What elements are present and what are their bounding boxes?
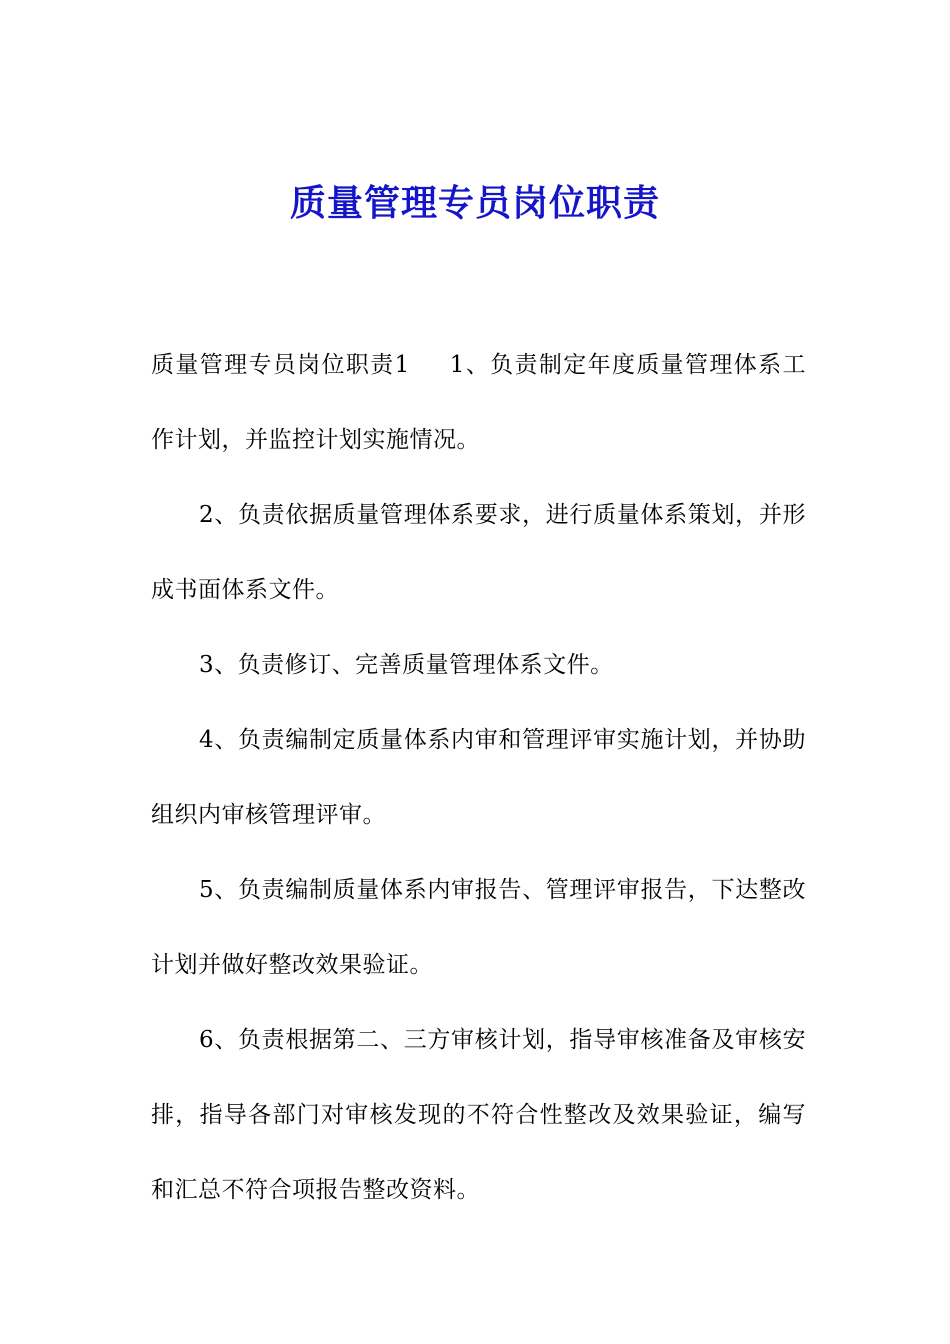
paragraph-1 [151,328,806,478]
document-title: 质量管理专员岗位职责 [289,182,660,224]
paragraph-6: 6、负责根据第二、三方审核计划，指导审核准备及审核安排，指导各部门对审核发现的不符合性整改及效果验证，编写和汇总不符合项报告整改资料。 [151,1027,806,1203]
paragraph-2: 2、负责依据质量管理体系要求，进行质量体系策划，并形成书面体系文件。 [151,502,806,603]
paragraph-5: 5、负责编制质量体系内审报告、管理评审报告，下达整改计划并做好整改效果验证。 [151,877,806,978]
section-heading: 质量管理专员岗位职责1 [151,352,410,378]
document-body [151,328,806,1228]
paragraph-3: 3、负责修订、完善质量管理体系文件。 [199,652,614,678]
paragraph-1-text: 1、负责制定年度质量管理体系工作计划，并监控计划实施情况。 [151,352,807,453]
paragraph-4: 4、负责编制定质量体系内审和管理评审实施计划，并协助组织内审核管理评审。 [151,727,806,828]
